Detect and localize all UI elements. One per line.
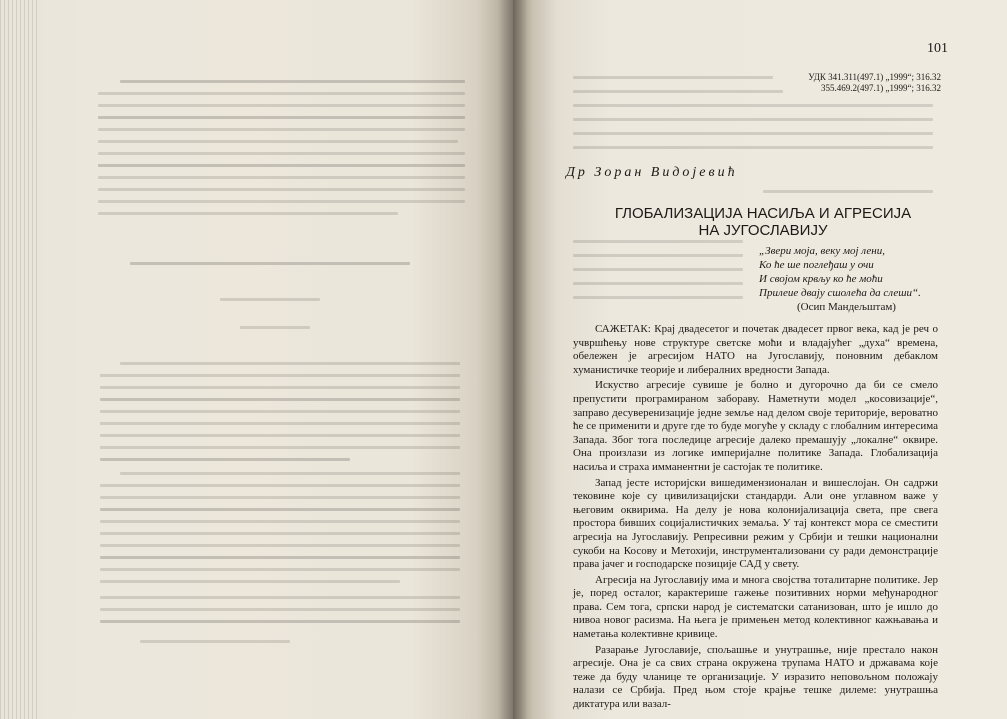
title-line: ГЛОБАЛИЗАЦИЈА НАСИЉА И АГРЕСИЈА — [614, 205, 912, 222]
body-paragraph: Разарање Југославије, спољашње и унутрашње, није престало након агресије. Она је са свих страна окружена трупама НАТО и државама које теже да буду чланице те организације. У изразито неповољном положају налази се Србија. Пред њом стоје крајње тешке дилеме: унутрашња диктатура или вазал- — [573, 643, 938, 711]
author-name: Др Зоран Видојевић — [566, 165, 738, 180]
epigraph-line: Прилеие двају сшолећа да слеши“. — [759, 287, 921, 299]
page-edge-stack — [0, 0, 40, 719]
abstract-paragraph: САЖЕТАК: Крај двадесетог и почетак двадесет првог века, кад је реч о учвршћењу нове структуре светске моћи и владајућег „духа“ времена, обележен је агресијом НАТО на Југославију, поновним дебаклом хуманистичке теорије и либералних вредности Запада. — [573, 323, 938, 376]
page-number: 101 — [927, 41, 948, 56]
body-paragraph: Запад јесте историјски вишедимензионалан и вишеслојан. Он садржи тековине које су цивилизацијски стандарди. Али оне углавном важе у његовим оквирима. На делу је нова колонијализација света, пре свега простора бивших социјалистичких земаља. У тај контекст мора се сместити агресија на Југославију. Репресивни режим у Србији и тешки национални сукоби на Косову и Метохији, инструментализовани су ради демонстрације права јачег и господарске позиције САД у свету. — [573, 476, 938, 571]
article-body — [573, 323, 938, 714]
body-paragraph: Агресија на Југославију има и многа својства тоталитарне политике. Јер је, поред осталог, карактерише гажење позитивних норми међународног права. Сем тога, српски народ је систематски сатанизован, што је ишло до нивоа новог расизма. На њега је примењен метод колективног кажњавања и наметања колективне кривице. — [573, 573, 938, 641]
right-page — [513, 0, 1007, 719]
epigraph-line: Ко ће ше поглеђаш у очи — [759, 259, 874, 271]
udc-line: 355.469.2(497.1) „1999“; 316.32 — [821, 83, 941, 93]
epigraph-signature: (Осип Мандељштам) — [797, 301, 896, 313]
udc-line: УДК 341.311(497.1) „1999“; 316.32 — [808, 72, 941, 82]
body-paragraph: Искуство агресије сувише је болно и дугорочно да би се смело препустити програмираном забораву. Наметнути модел „косовизације“, заправо десуверенизације једне земље над делом своје територије, вероватно ће се применити и друге где то буде могуће у складу с глобалним интересима Запада. Због тога последице агресије далеко премашују „локалне“ оквире. Она произлази из логике империјалне политике Запада. Глобализација насиља и страха имманентни је састојак те политике. — [573, 379, 938, 473]
title-line: НА ЈУГОСЛАВИЈУ — [698, 222, 828, 239]
udc-classification — [793, 72, 941, 94]
epigraph-line: „Звери моја, веку мој лени, — [759, 245, 885, 257]
epigraph-line: И својом крвљу ко ће моћи — [759, 273, 883, 285]
epigraph — [759, 244, 921, 314]
article-title — [613, 205, 913, 239]
